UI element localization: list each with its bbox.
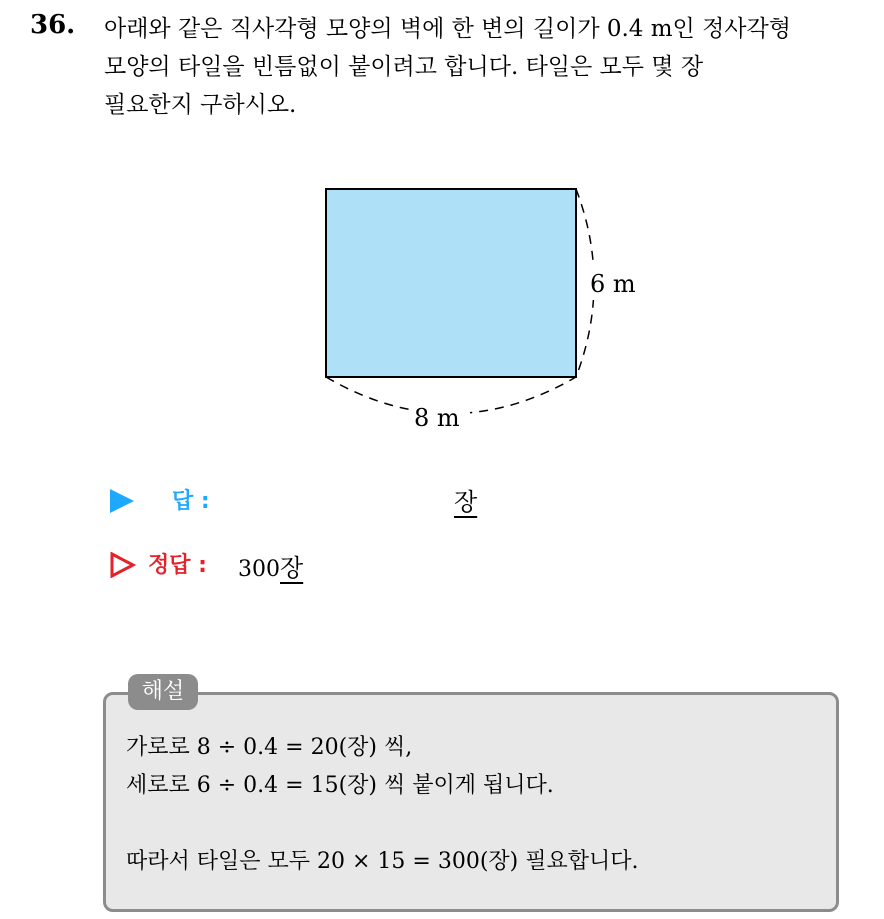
question-line-3: 필요한지 구하시오. xyxy=(104,92,297,118)
explanation-box xyxy=(103,692,839,912)
answer-row xyxy=(110,482,530,522)
correct-answer-value-group xyxy=(238,548,303,583)
outline-triangle-icon xyxy=(110,552,136,578)
height-label: 6 m xyxy=(590,270,636,298)
explanation-line-1: 가로로 8 ÷ 0.4 = 20(장) 씩, xyxy=(126,735,413,760)
wall-rectangle xyxy=(326,189,576,377)
width-label: 8 m xyxy=(414,404,460,432)
correct-answer-row xyxy=(110,546,510,586)
filled-triangle-icon xyxy=(110,489,134,513)
question-number: 36. xyxy=(30,10,76,40)
question-line-1: 아래와 같은 직사각형 모양의 벽에 한 변의 길이가 0.4 m인 정사각형 xyxy=(104,16,791,42)
correct-answer-unit: 장 xyxy=(280,554,304,582)
correct-answer-value: 300 xyxy=(238,557,280,582)
explanation-line-3: 따라서 타일은 모두 20 × 15 = 300(장) 필요합니다. xyxy=(126,849,639,874)
explanation-line-2: 세로로 6 ÷ 0.4 = 15(장) 씩 붙이게 됩니다. xyxy=(126,773,554,798)
answer-label: 답 : xyxy=(172,489,210,514)
answer-unit: 장 xyxy=(454,488,478,516)
correct-answer-label: 정답 : xyxy=(148,553,207,578)
question-line-2: 모양의 타일을 빈틈없이 붙이려고 합니다. 타일은 모두 몇 장 xyxy=(104,54,704,80)
explanation-title: 해설 xyxy=(128,674,198,710)
